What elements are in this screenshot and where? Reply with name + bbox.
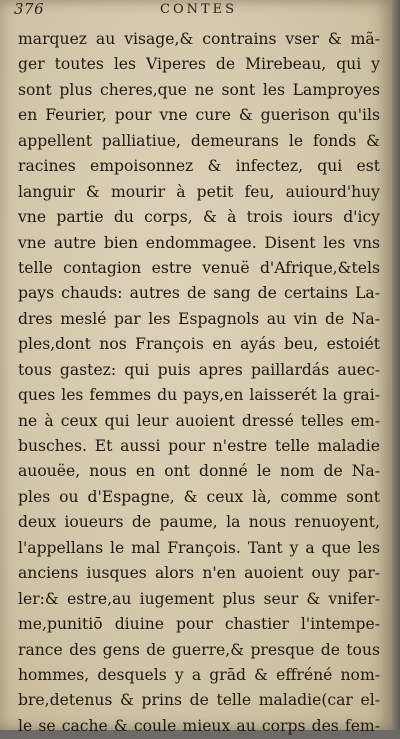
text-line: dres meslé par les Espagnols au vin de Na- (18, 309, 380, 328)
text-line: ger toutes les Viperes de Mirebeau, qui y (18, 55, 380, 74)
text-line: en Feurier, pour vne cure & guerison qu'ils (18, 106, 380, 125)
text-line: marquez au visage,& contrains vser & mã- (18, 30, 380, 48)
page-edge (392, 0, 400, 730)
page-number: 376 (14, 0, 45, 18)
text-line: le se cache & coule mieux au corps des fem- (18, 716, 380, 735)
text-line: auouëe, nous en ont donné le nom de Na- (18, 462, 380, 481)
text-line: hommes, desquels y a grād & effréné nom- (18, 665, 380, 684)
body-text (18, 27, 380, 739)
text-line: anciens iusques alors n'en auoient ouy par- (18, 564, 380, 583)
text-line: ques les femmes du pays,en laisserét la grai- (18, 386, 380, 405)
text-line: ler:& estre,au iugement plus seur & vnifer- (18, 589, 380, 608)
text-line: pays chauds: autres de sang de certains La- (18, 284, 380, 303)
page-header (0, 0, 392, 22)
text-line: bre,detenus & prins de telle maladie(car el- (18, 691, 380, 710)
text-line: vne autre bien endommagee. Disent les vns (18, 233, 380, 252)
running-title: CONTES (160, 2, 238, 17)
text-line: sont plus cheres,que ne sont les Lamproyes (18, 80, 380, 99)
text-line: busches. Et aussi pour n'estre telle maladie (18, 437, 380, 455)
text-line: l'appellans le mal François. Tant y a que les (18, 538, 380, 557)
text-line: ne à ceux qui leur auoient dressé telles em- (18, 411, 380, 430)
text-line: appellent palliatiue, demeurans le fonds & (18, 131, 380, 150)
text-line: vne partie du corps, & à trois iours d'icy (18, 208, 380, 227)
text-line: telle contagion estre venuë d'Afrique,&tels (18, 258, 380, 277)
text-line: ples ou d'Espagne, & ceux là, comme sont (18, 487, 380, 506)
text-line: deux ioueurs de paume, la nous renuoyent, (18, 513, 380, 532)
text-line: rance des gens de guerre,& presque de tous (18, 640, 380, 659)
text-line: racines empoisonnez & infectez, qui est (18, 157, 380, 176)
text-line: me,punitiō diuine pour chastier l'intempe- (18, 615, 380, 634)
text-line: languir & mourir à petit feu, auiourd'huy (18, 182, 380, 201)
text-line: tous gastez: qui puis apres paillardás auec- (18, 360, 380, 379)
text-line: ples,dont nos François en ayás beu, estoiét (18, 335, 380, 354)
